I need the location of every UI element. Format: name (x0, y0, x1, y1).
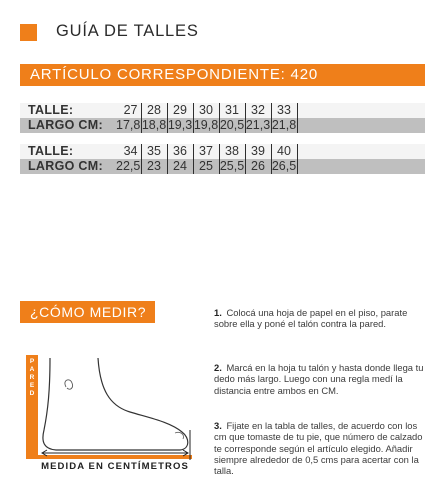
size-cell: 36 (167, 144, 193, 159)
how-to-measure-banner: ¿CÓMO MEDIR? (20, 301, 155, 323)
length-cell: 25,5 (219, 159, 245, 173)
size-cell: 34 (116, 144, 141, 159)
length-label: LARGO CM: (20, 159, 116, 174)
size-cell: 28 (141, 103, 167, 118)
article-banner: ARTÍCULO CORRESPONDIENTE: 420 (20, 64, 425, 86)
step-number: 1. (214, 307, 222, 318)
size-cell: 40 (271, 144, 297, 159)
foot-outline-icon (43, 358, 188, 450)
length-row (20, 118, 425, 133)
step-number: 2. (214, 362, 222, 373)
size-cell: 37 (193, 144, 219, 159)
table-end-cell (297, 103, 425, 118)
step-2 (214, 362, 429, 396)
length-cell: 20,5 (219, 118, 245, 132)
size-cell: 32 (245, 103, 271, 118)
step-number: 3. (214, 420, 222, 431)
length-cell: 22,5 (116, 159, 141, 173)
size-cell: 31 (219, 103, 245, 118)
step-text: Marcá en la hoja tu talón y hasta donde llega tu dedo más largo. Luego con una regla medí la distancia entre ambos en CM. (214, 362, 424, 396)
talle-label: TALLE: (20, 103, 116, 118)
measure-label: MEDIDA EN CENTÍMETROS (41, 461, 189, 472)
length-label: LARGO CM: (20, 118, 116, 133)
table-end-cell (297, 118, 425, 133)
length-cell: 21,3 (245, 118, 271, 132)
length-cell: 24 (167, 159, 193, 174)
size-cell: 30 (193, 103, 219, 118)
talle-row (20, 144, 425, 159)
length-cell: 18,8 (141, 118, 167, 132)
size-cell: 33 (271, 103, 297, 118)
length-cell: 19,3 (167, 118, 193, 132)
size-cell: 35 (141, 144, 167, 159)
length-cell: 23 (141, 159, 167, 174)
size-cell: 38 (219, 144, 245, 159)
table-end-cell (297, 159, 425, 174)
length-cell: 25 (193, 159, 219, 174)
size-cell: 29 (167, 103, 193, 118)
talle-label: TALLE: (20, 144, 116, 159)
length-cell: 26,5 (271, 159, 297, 173)
step-text: Colocá una hoja de papel en el piso, parate sobre ella y poné el talón contra la pared. (214, 307, 408, 330)
title-accent-square (20, 24, 37, 41)
step-3 (214, 420, 429, 476)
length-cell: 26 (245, 159, 271, 174)
size-table-2 (20, 144, 425, 174)
step-1 (214, 307, 429, 330)
step-text: Fijate en la tabla de talles, de acuerdo con los cm que tomaste de tu pie, que número de calzado te corresponde según el artículo elegido. Añadir siempre alrededor de 0,5 cms para acertar con la talla. (214, 420, 423, 477)
size-cell: 27 (116, 103, 141, 118)
foot-measure-diagram (10, 330, 205, 480)
wall-label: P A R E D (29, 358, 35, 397)
size-table-1 (20, 103, 425, 133)
talle-row (20, 103, 425, 118)
page-title: GUÍA DE TALLES (56, 22, 199, 40)
length-cell: 19,8 (193, 118, 219, 132)
length-cell: 17,8 (116, 118, 141, 132)
toenail-icon (175, 432, 183, 439)
length-row (20, 159, 425, 174)
table-end-cell (297, 144, 425, 159)
size-cell: 39 (245, 144, 271, 159)
length-cell: 21,8 (271, 118, 297, 132)
ankle-bone-icon (65, 380, 73, 389)
